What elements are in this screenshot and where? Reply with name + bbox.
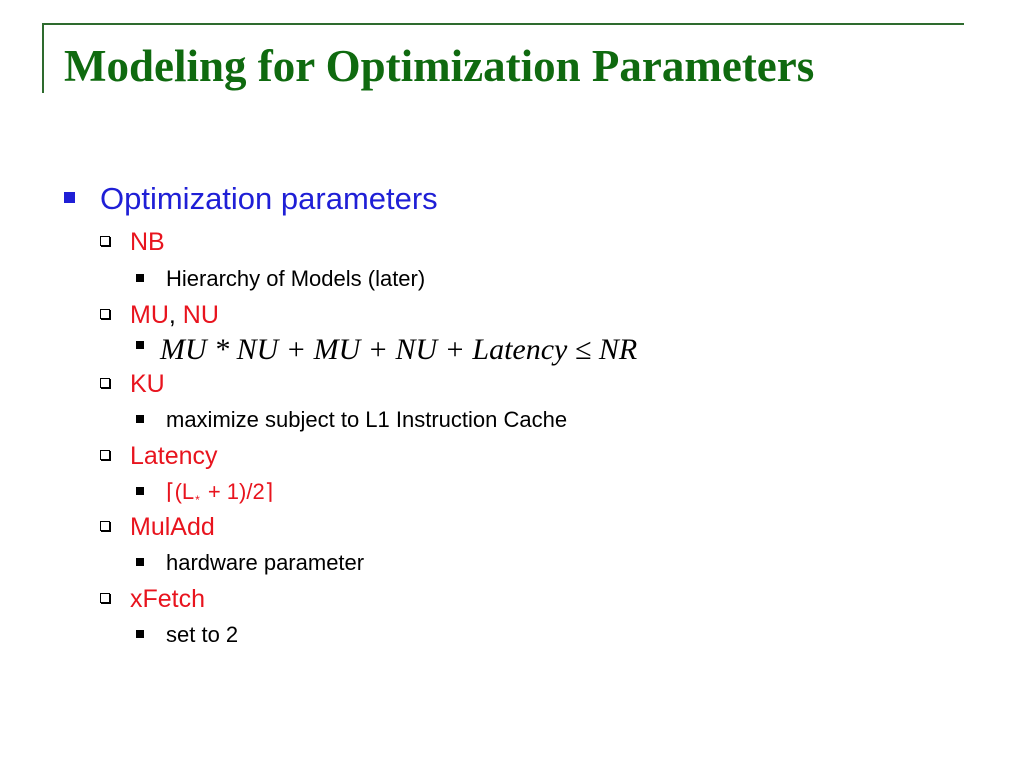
subitem-ku-note	[136, 407, 567, 433]
hollow-square-bullet-icon	[100, 309, 110, 319]
item-latency	[100, 442, 218, 471]
subitem-text: hardware parameter	[166, 550, 365, 575]
latency-expr-close: + 1)/2⌉	[207, 479, 274, 504]
item-nb	[100, 228, 165, 257]
subitem-text: Hierarchy of Models (later)	[166, 266, 426, 291]
hollow-square-bullet-icon	[100, 236, 110, 246]
item-label: MulAdd	[130, 513, 215, 541]
bullet-optimization-parameters	[64, 181, 438, 217]
hollow-square-bullet-icon	[100, 521, 110, 531]
subitem-text: set to 2	[166, 622, 239, 647]
item-label: KU	[130, 370, 165, 398]
subitem-xfetch-note	[136, 622, 238, 648]
item-xfetch	[100, 585, 205, 614]
small-square-bullet-icon	[136, 558, 144, 566]
item-mu-nu	[100, 301, 219, 330]
subitem-mu-nu-formula	[136, 333, 637, 367]
bullet-text: Optimization parameters	[100, 181, 438, 216]
item-ku	[100, 370, 165, 399]
latency-expression	[166, 479, 274, 508]
hollow-square-bullet-icon	[100, 450, 110, 460]
latency-expr-subscript: *	[195, 493, 200, 508]
title-rule-horizontal	[42, 23, 964, 25]
register-constraint-formula: MU * NU + MU + NU + Latency ≤ NR	[160, 333, 638, 366]
subitem-text: maximize subject to L1 Instruction Cache	[166, 407, 568, 432]
hollow-square-bullet-icon	[100, 593, 110, 603]
small-square-bullet-icon	[136, 274, 144, 282]
item-label-nu: NU	[182, 301, 219, 329]
item-label: xFetch	[130, 585, 206, 613]
subitem-latency-expr	[136, 479, 273, 507]
latency-expr-open: ⌈(L	[166, 479, 195, 504]
small-square-bullet-icon	[136, 415, 144, 423]
small-square-bullet-icon	[136, 487, 144, 495]
item-muladd	[100, 513, 215, 542]
small-square-bullet-icon	[136, 630, 144, 638]
small-square-bullet-icon	[136, 341, 144, 349]
subitem-muladd-note	[136, 550, 364, 576]
item-separator: ,	[168, 301, 183, 329]
item-label: NB	[130, 228, 165, 256]
slide-title: Modeling for Optimization Parameters	[64, 41, 815, 91]
title-rule-vertical	[42, 23, 44, 93]
square-bullet-icon	[64, 192, 75, 203]
subitem-nb-note	[136, 266, 425, 292]
hollow-square-bullet-icon	[100, 378, 110, 388]
item-label-mu: MU	[130, 301, 169, 329]
item-label: Latency	[130, 442, 218, 470]
